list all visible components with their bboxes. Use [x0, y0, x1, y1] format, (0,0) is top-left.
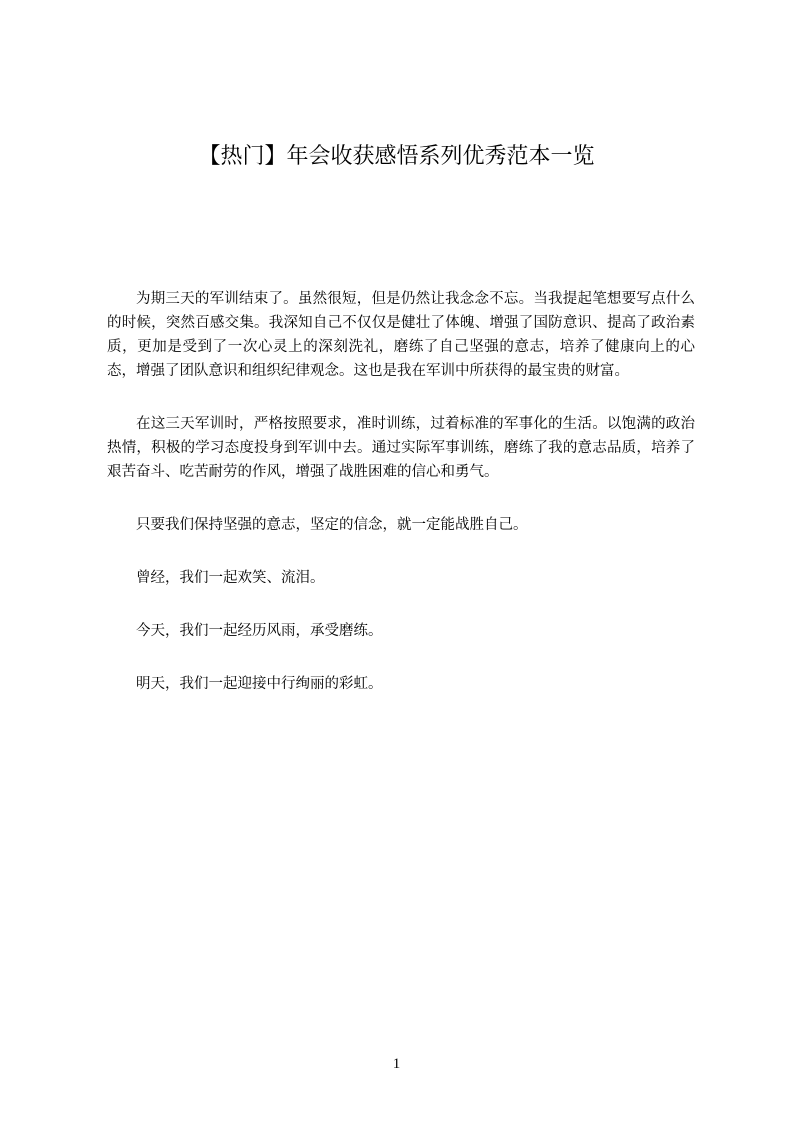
paragraph-past: 曾经，我们一起欢笑、流泪。 — [136, 570, 325, 586]
paragraph-military-training-summary: 为期三天的军训结束了。虽然很短，但是仍然让我念念不忘。当我提起笔想要写点什么的时候，突然百感交集。我深知自己不仅仅是健壮了体魄、增强了国防意识、提高了政治素质，更加是受到了一次心灵上的深刻洗礼，磨练了自己坚强的意志，培养了健康向上的心态，增强了团队意识和组织纪律观念。这也是我在军训中所获得的最宝贵的财富。 — [107, 291, 695, 379]
paragraph-today: 今天，我们一起经历风雨，承受磨练。 — [136, 623, 383, 639]
page-number: 1 — [392, 1056, 401, 1072]
paragraph-tomorrow: 明天，我们一起迎接中行绚丽的彩虹。 — [136, 676, 383, 692]
document-body — [107, 287, 695, 725]
paragraph-training-experience: 在这三天军训时，严格按照要求，准时训练，过着标准的军事化的生活。以饱满的政治热情，积极的学习态度投身到军训中去。通过实际军事训练，磨练了我的意志品质，培养了艰苦奋斗、吃苦耐劳的作风，增强了战胜困难的信心和勇气。 — [107, 416, 695, 480]
document-title: 【热门】年会收获感悟系列优秀范本一览 — [198, 144, 595, 169]
paragraph-strong-will: 只要我们保持坚强的意志，坚定的信念，就一定能战胜自己。 — [136, 517, 528, 533]
